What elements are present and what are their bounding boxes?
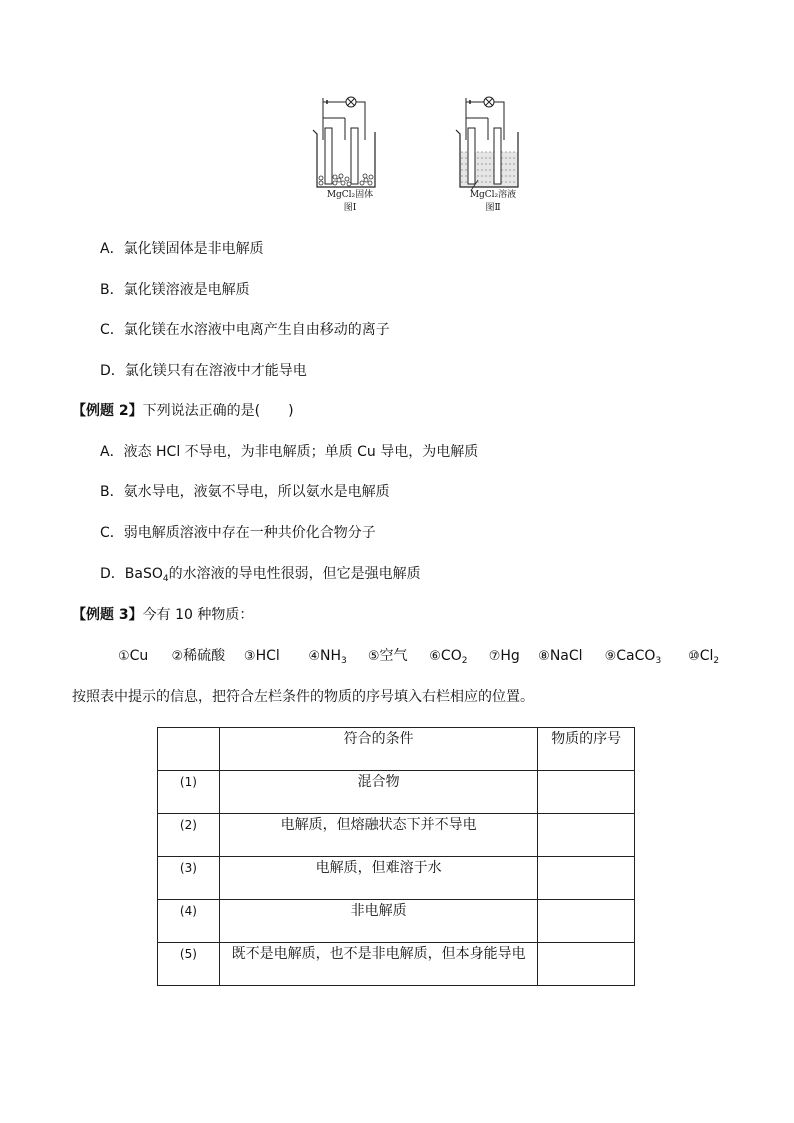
- electrolysis-apparatus-solid-icon: [305, 92, 395, 190]
- example-3-instruction: 按照表中提示的信息，把符合左栏条件的物质的序号填入右栏相应的位置。: [72, 689, 534, 705]
- table-header-row: [158, 728, 635, 771]
- row-index: (4): [158, 900, 220, 943]
- row-index: (5): [158, 943, 220, 986]
- row-condition: 既不是电解质，也不是非电解质，但本身能导电: [219, 943, 538, 986]
- q2-option-a: A．液态 HCl 不导电，为非电解质；单质 Cu 导电，为电解质: [100, 444, 479, 460]
- q1-option-d: D．氯化镁只有在溶液中才能导电: [100, 363, 307, 379]
- substance-item: $④NH_3$: [308, 648, 347, 666]
- q2-option-c: C．弱电解质溶液中存在一种共价化合物分子: [100, 525, 376, 541]
- q1-option-a: A．氯化镁固体是非电解质: [100, 241, 264, 257]
- row-answer-cell[interactable]: [538, 771, 635, 814]
- table-row: [158, 771, 635, 814]
- row-index: (2): [158, 814, 220, 857]
- table-row: [158, 857, 635, 900]
- q1-option-c: C．氯化镁在水溶液中电离产生自由移动的离子: [100, 322, 390, 338]
- example-2-stem: [72, 402, 294, 420]
- figure-1-caption: 图Ⅰ: [343, 203, 357, 213]
- table-header-cell: [158, 728, 220, 771]
- figures: [0, 92, 794, 222]
- example-3-stem: [72, 606, 253, 624]
- substance-item: ⑨CaCO$_3$: [604, 648, 662, 666]
- q2-option-d-pre: D．BaSO: [100, 566, 163, 582]
- substance-item: ⑦Hg: [488, 648, 520, 664]
- table-row: [158, 900, 635, 943]
- answer-table: [157, 727, 635, 986]
- row-condition: 电解质，但熔融状态下并不导电: [219, 814, 538, 857]
- substance-item: ⑧NaCl: [538, 648, 583, 664]
- figure-2: [448, 92, 538, 222]
- row-answer-cell[interactable]: [538, 900, 635, 943]
- q1-option-b: B．氯化镁溶液是电解质: [100, 282, 250, 298]
- substance-item: ②稀硫酸: [171, 648, 226, 664]
- row-answer-cell[interactable]: [538, 857, 635, 900]
- row-answer-cell[interactable]: [538, 814, 635, 857]
- substance-item: ①Cu: [118, 648, 149, 664]
- q2-option-d-post: 的水溶液的导电性很弱，但它是强电解质: [168, 566, 421, 582]
- row-condition: 电解质，但难溶于水: [219, 857, 538, 900]
- substance-item: $⑥CO_2$: [429, 648, 468, 666]
- table-row: [158, 814, 635, 857]
- table-header-cell: 物质的序号: [538, 728, 635, 771]
- substance-list: [118, 647, 719, 666]
- figure-2-caption: 图Ⅱ: [485, 203, 501, 213]
- example-3-tag: 【例题 3】: [72, 607, 143, 623]
- figure-2-label: MgCl₂溶液: [469, 190, 517, 200]
- electrolysis-apparatus-solution-icon: [448, 92, 538, 190]
- q2-option-d: [100, 565, 421, 583]
- table-header-cell: 符合的条件: [219, 728, 538, 771]
- example-3-question: 今有 10 种物质：: [142, 607, 254, 623]
- q2-option-b: B．氨水导电，液氨不导电，所以氨水是电解质: [100, 484, 390, 500]
- row-answer-cell[interactable]: [538, 943, 635, 986]
- row-condition: 非电解质: [219, 900, 538, 943]
- table-row: [158, 943, 635, 986]
- substance-item: ⑤空气: [367, 648, 408, 664]
- row-index: (1): [158, 771, 220, 814]
- example-2-tag: 【例题 2】: [72, 403, 143, 419]
- substance-item: ③HCl: [243, 648, 280, 664]
- figure-1: [305, 92, 395, 222]
- substance-item: $⑩Cl_2$: [688, 648, 720, 666]
- row-condition: 混合物: [219, 771, 538, 814]
- figure-1-label: MgCl₂固体: [326, 190, 374, 200]
- q2-option-d-sub: 4: [162, 574, 169, 584]
- example-2-question: 下列说法正确的是( ): [142, 403, 294, 419]
- row-index: (3): [158, 857, 220, 900]
